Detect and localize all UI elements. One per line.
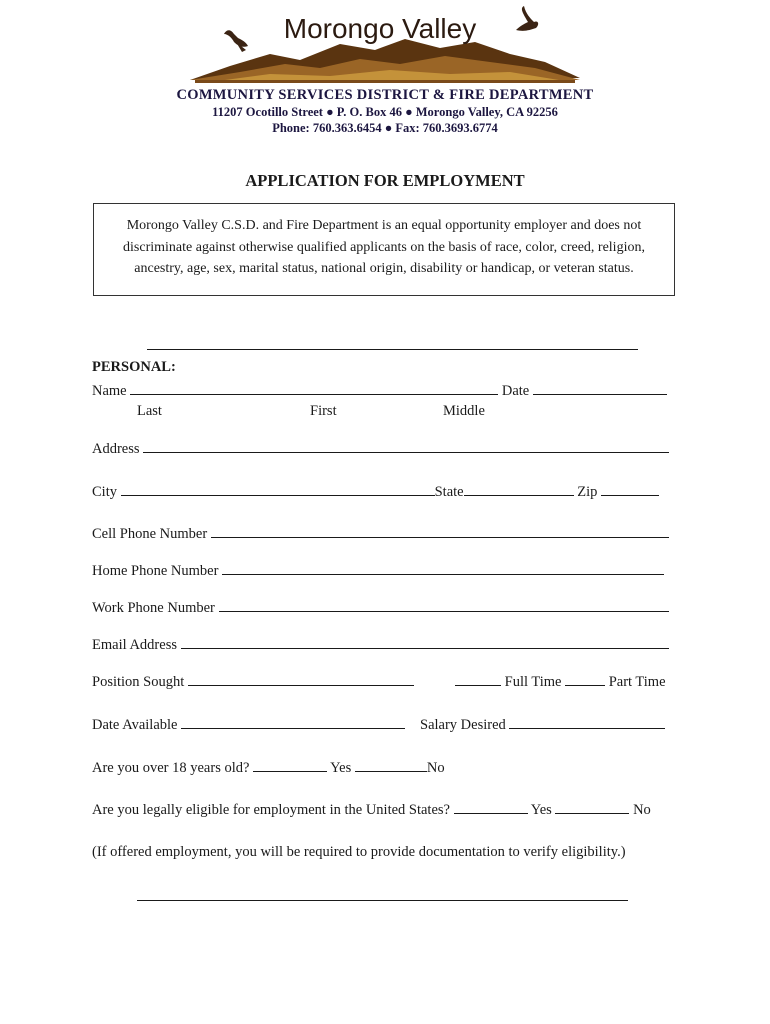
address-field[interactable] bbox=[143, 439, 669, 453]
position-field[interactable] bbox=[188, 672, 414, 686]
logo-text: Morongo Valley bbox=[283, 13, 477, 44]
address-label: Address bbox=[92, 441, 140, 457]
divider-bottom bbox=[137, 900, 628, 901]
eeo-statement-box bbox=[93, 203, 675, 296]
name-field[interactable] bbox=[130, 381, 498, 395]
salary-field[interactable] bbox=[509, 715, 665, 729]
phone-fax-line: Phone: 760.363.6454 ● Fax: 760.3693.6774 bbox=[272, 121, 498, 135]
part-time-field[interactable] bbox=[565, 672, 605, 686]
email-row bbox=[92, 635, 669, 654]
full-time-field[interactable] bbox=[455, 672, 501, 686]
home-phone-row bbox=[92, 561, 664, 580]
cell-phone-label: Cell Phone Number bbox=[92, 526, 208, 542]
name-sub-first: First bbox=[310, 403, 337, 419]
morongo-valley-logo bbox=[190, 4, 580, 88]
home-phone-label: Home Phone Number bbox=[92, 563, 219, 579]
eligibility-question: Are you legally eligible for employment in the United States? bbox=[92, 802, 450, 818]
address-row bbox=[92, 439, 669, 458]
employment-type-row bbox=[455, 672, 666, 691]
position-row bbox=[92, 672, 414, 691]
section-heading-personal: PERSONAL: bbox=[92, 359, 176, 375]
date-available-field[interactable] bbox=[181, 715, 405, 729]
zip-field[interactable] bbox=[601, 482, 659, 496]
over-18-no-field[interactable] bbox=[355, 758, 427, 772]
over-18-question: Are you over 18 years old? bbox=[92, 760, 250, 776]
home-phone-field[interactable] bbox=[222, 561, 664, 575]
salary-row bbox=[420, 715, 665, 734]
work-phone-label: Work Phone Number bbox=[92, 600, 215, 616]
over-18-yes-label: Yes bbox=[330, 760, 352, 776]
divider-top bbox=[147, 349, 638, 350]
name-row bbox=[92, 381, 667, 400]
eagle-right-icon bbox=[516, 6, 538, 31]
name-sub-middle: Middle bbox=[443, 403, 485, 419]
date-field[interactable] bbox=[533, 381, 667, 395]
eagle-left-icon bbox=[224, 30, 248, 52]
address-line: 11207 Ocotillo Street ● P. O. Box 46 ● Morongo Valley, CA 92256 bbox=[212, 105, 558, 119]
eligibility-yes-label: Yes bbox=[530, 802, 552, 818]
zip-label: Zip bbox=[577, 484, 598, 500]
date-available-label: Date Available bbox=[92, 717, 178, 733]
salary-label: Salary Desired bbox=[420, 717, 506, 733]
work-phone-field[interactable] bbox=[219, 598, 669, 612]
part-time-label: Part Time bbox=[608, 674, 666, 690]
work-phone-row bbox=[92, 598, 669, 617]
eligibility-note: (If offered employment, you will be required to provide documentation to verify eligibility.) bbox=[92, 844, 626, 860]
cell-phone-field[interactable] bbox=[211, 524, 669, 538]
city-state-zip-row bbox=[92, 482, 659, 501]
position-label: Position Sought bbox=[92, 674, 185, 690]
eligibility-row bbox=[92, 800, 651, 819]
form-title: APPLICATION FOR EMPLOYMENT bbox=[245, 171, 525, 190]
over-18-row bbox=[92, 758, 445, 777]
full-time-label: Full Time bbox=[504, 674, 562, 690]
state-label: State bbox=[434, 484, 464, 500]
cell-phone-row bbox=[92, 524, 669, 543]
eligibility-yes-field[interactable] bbox=[454, 800, 528, 814]
city-label: City bbox=[92, 484, 117, 500]
eeo-statement: Morongo Valley C.S.D. and Fire Department is an equal opportunity employer and does not discriminate against otherwise qualified applicants on the basis of race, color, creed, religion, ancestry, age, sex, marital status, national origin, disability or handicap, or veteran status. bbox=[123, 218, 645, 276]
email-label: Email Address bbox=[92, 637, 177, 653]
city-field[interactable] bbox=[121, 482, 435, 496]
over-18-yes-field[interactable] bbox=[253, 758, 327, 772]
date-label: Date bbox=[501, 383, 530, 399]
name-label: Name bbox=[92, 383, 127, 399]
email-field[interactable] bbox=[181, 635, 669, 649]
over-18-no-label: No bbox=[426, 760, 445, 776]
date-available-row bbox=[92, 715, 405, 734]
state-field[interactable] bbox=[464, 482, 574, 496]
eligibility-no-field[interactable] bbox=[555, 800, 629, 814]
name-sub-last: Last bbox=[137, 403, 162, 419]
eligibility-no-label: No bbox=[633, 802, 651, 818]
organization-name: COMMUNITY SERVICES DISTRICT & FIRE DEPARTMENT bbox=[176, 87, 594, 103]
